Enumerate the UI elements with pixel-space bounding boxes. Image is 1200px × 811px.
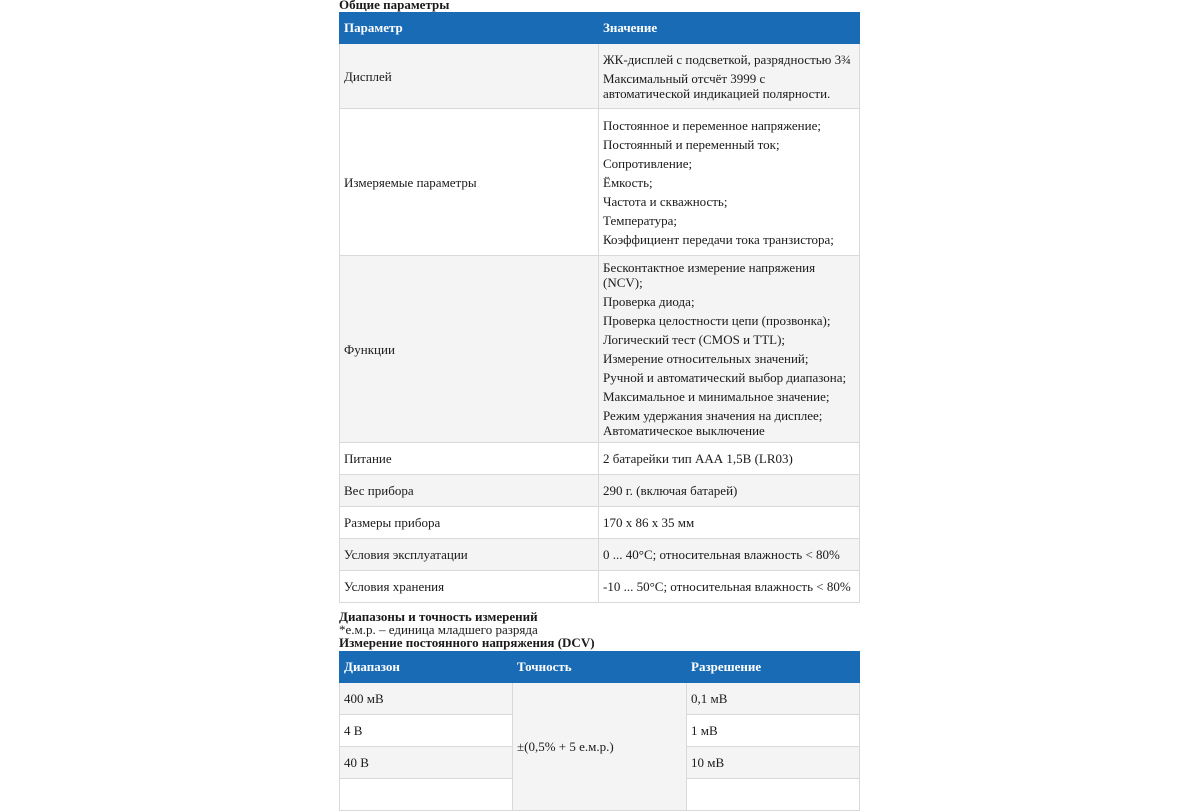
value-line: Ёмкость; [603,174,653,190]
value-line: Проверка диода; [603,294,695,309]
param-cell: Измеряемые параметры [340,109,599,256]
general-params-title: Общие параметры [339,0,450,12]
accuracy-cell: ±(0,5% + 5 е.м.р.) [513,683,687,811]
value-line: Максимальный отсчёт 3999 с автоматической индикацией полярности. [603,70,831,101]
table-row [340,44,860,109]
param-cell: Размеры прибора [340,507,599,539]
param-cell: Функции [340,256,599,443]
param-cell: Условия хранения [340,571,599,603]
value-line: Автоматическое выключение [603,423,765,438]
param-cell: Условия эксплуатации [340,539,599,571]
range-cell [340,779,513,811]
value-line: Ручной и автоматический выбор диапазона; [603,370,847,385]
header-param: Параметр [340,13,599,44]
resolution-cell: 1 мВ [687,715,860,747]
header-accuracy: Точность [513,652,687,683]
resolution-cell [687,779,860,811]
value-line: Логический тест (CMOS и TTL); [603,332,786,347]
resolution-cell: 0,1 мВ [687,683,860,715]
value-line: Постоянное и переменное напряжение; [603,117,821,133]
value-line: Температура; [603,212,677,228]
value-cell: 170 х 86 х 35 мм [599,507,860,539]
table-row [340,109,860,256]
value-cell: 2 батарейки тип ААА 1,5В (LR03) [599,443,860,475]
table-row [340,539,860,571]
value-cell: 290 г. (включая батарей) [599,475,860,507]
param-cell: Вес прибора [340,475,599,507]
table-row [340,443,860,475]
table-row [340,507,860,539]
table-row [340,256,860,443]
value-line: Максимальное и минимальное значение; [603,389,830,404]
value-cell: 0 ... 40°С; относительная влажность < 80% [599,539,860,571]
general-params-table [339,12,860,603]
range-cell: 4 В [340,715,513,747]
dcv-title: Измерение постоянного напряжения (DCV) [339,635,595,650]
spec-document [339,0,859,811]
dcv-table [339,651,860,811]
value-cell [599,44,860,109]
table-row [340,683,860,715]
value-line: Режим удержания значения на дисплее; [603,408,823,423]
value-line: Частота и скважность; [603,193,728,209]
ranges-title: Диапазоны и точность измерений [339,609,538,624]
value-cell [599,109,860,256]
value-line: Бесконтактное измерение напряжения (NCV); [603,260,816,290]
emr-note: *е.м.р. – единица младшего разряда [339,622,538,637]
value-cell [599,256,860,443]
resolution-cell: 10 мВ [687,747,860,779]
param-cell: Дисплей [340,44,599,109]
header-range: Диапазон [340,652,513,683]
value-line: ЖК-дисплей с подсветкой, разрядностью 3¾ [603,51,851,67]
param-cell: Питание [340,443,599,475]
value-line: Постоянный и переменный ток; [603,136,780,152]
value-line: Проверка целостности цепи (прозвонка); [603,313,831,328]
table-row [340,571,860,603]
header-resolution: Разрешение [687,652,860,683]
value-cell: -10 ... 50°С; относительная влажность < 80% [599,571,860,603]
range-cell: 40 В [340,747,513,779]
value-line: Сопротивление; [603,155,693,171]
range-cell: 400 мВ [340,683,513,715]
value-line: Коэффициент передачи тока транзистора; [603,231,834,247]
table-row [340,475,860,507]
header-value: Значение [599,13,860,44]
value-line: Измерение относительных значений; [603,351,809,366]
